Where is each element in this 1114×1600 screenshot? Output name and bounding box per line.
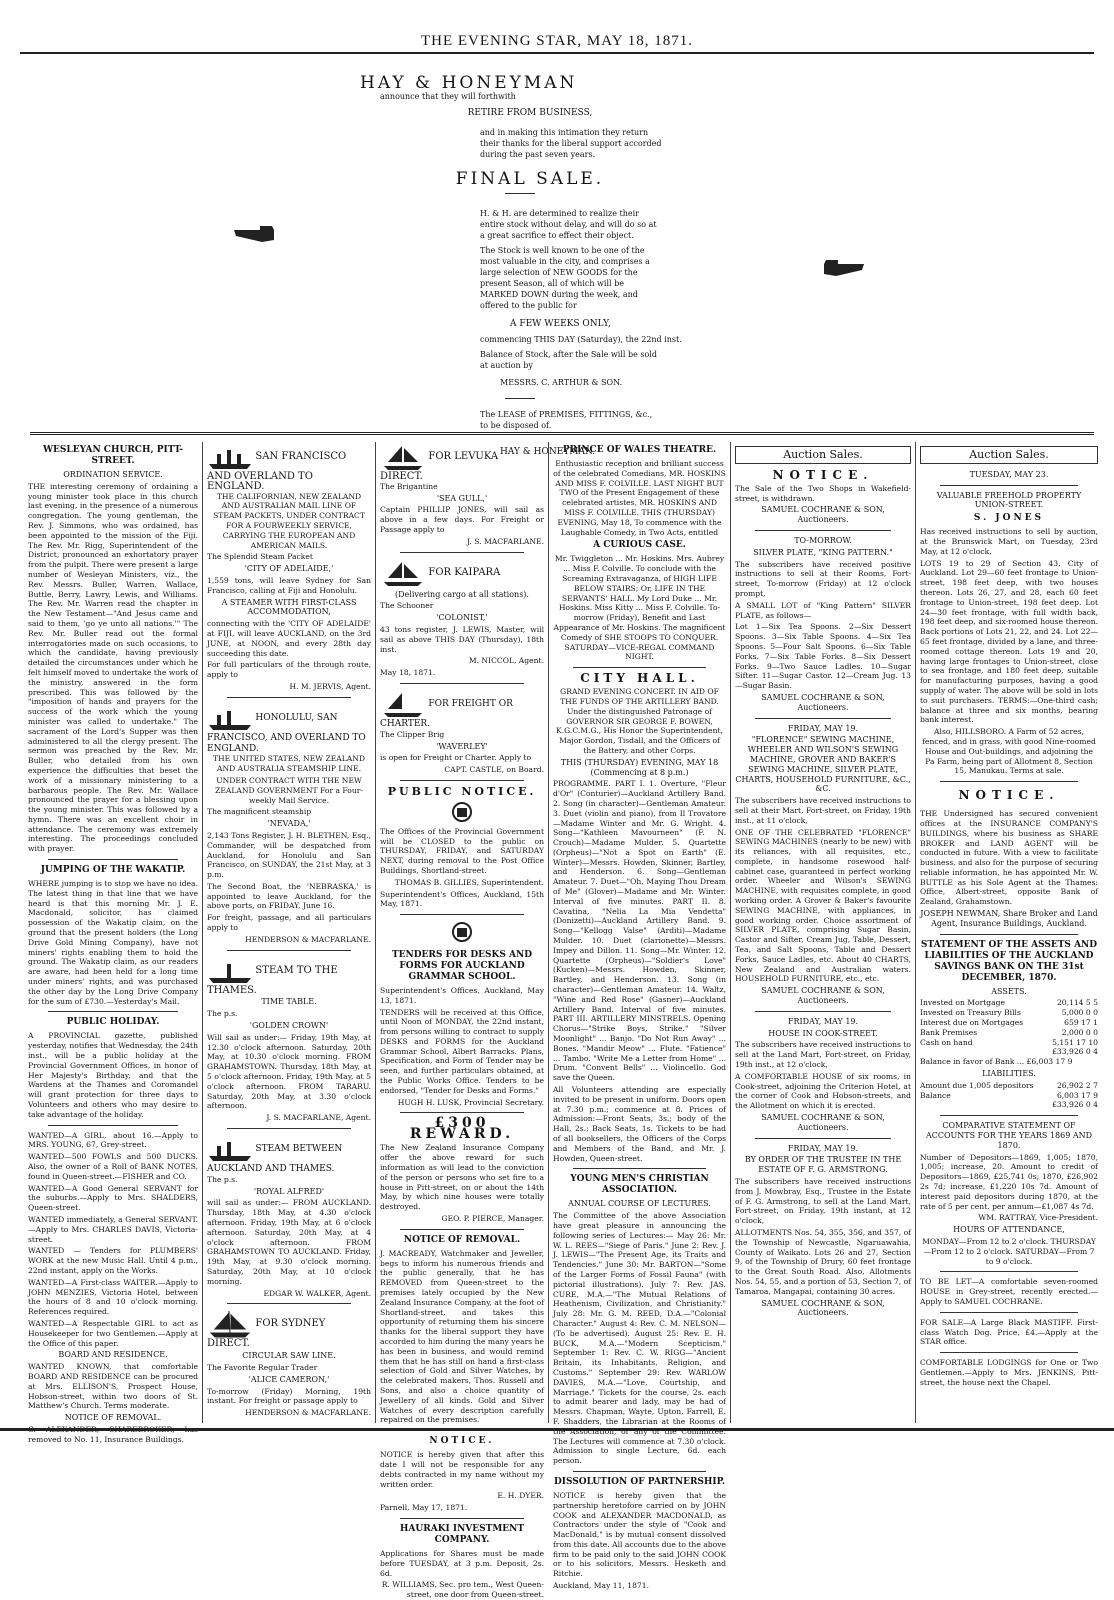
divider xyxy=(48,1011,178,1012)
divider xyxy=(227,1128,351,1129)
divider xyxy=(400,1112,524,1113)
notice-signature: E. H. DYER. xyxy=(497,1491,544,1501)
divider xyxy=(505,398,535,399)
ad-title: SAN FRANCISCO AND OVERLAND TO ENGLAND. xyxy=(207,451,347,492)
masthead-title: THE EVENING STAR, MAY 18, 1871. xyxy=(420,33,694,49)
theatre-body: Enthusiastic reception and brilliant success of the celebrated Comedians, MR. HOSKINS AND MISS F. COLVILLE. LAST NIGHT BUT TWO of the Present Engagement of these celebrated artistes, MR. HOSKINS AND MISS F. COLVILLE. THIS (THURSDAY) EVENING, May 18, To commence with the Laughable Comedy, in Two Acts, entitled xyxy=(553,459,726,537)
ship-name: 'COLONIST,' xyxy=(436,613,488,623)
column-5 xyxy=(735,442,911,1423)
divider xyxy=(400,914,524,915)
article-heading: BOARD AND RESIDENCE. xyxy=(58,1350,168,1360)
classified-ad: TO BE LET—A comfortable seven-roomed HOUSE in Grey-street, recently erected.—Apply to SAMUEL COCHRANE. xyxy=(920,1277,1098,1306)
statement-signature: WM. RATTRAY, Vice-President. xyxy=(978,1213,1098,1223)
sale-body: The subscribers have received instructions to sell at their Mart, Fort-street, on Friday, 19th inst., at 11 o'clock, xyxy=(735,796,911,825)
notice-body: NOTICE is hereby given that after this date I will not be responsible for any debts contracted in my name without my written order. xyxy=(380,1450,544,1489)
notice-signature: THOMAS B. GILLIES, Superintendent. xyxy=(394,877,544,887)
sailing-ship-icon xyxy=(207,1309,253,1339)
notice-signature: GEO. P. PIERCE, Manager. xyxy=(441,1214,544,1224)
notice-body: The Offices of the Provincial Government will be CLOSED to the public on THURSDAY, FRIDAY, and SATURDAY NEXT, during removal to the Post Office Buildings, Shortland-street. xyxy=(380,826,544,875)
concert-body: All Volunteers attending are especially invited to be present in uniform. Doors open at 7.30 p.m.; commence at 8. Prices of Admission:—Front Seats, 3s.; body of the Hall, 2s.; Back Seats, 1s. Tickets to be had of all booksellers, the Officers of the Corps and Members of the Band, and Mr. J. Howden, Queen-street. xyxy=(553,1085,726,1163)
statement-body: Number of Depositors—1869, 1,005; 1870, 1,005; increase, 20. Amount to credit of Depositors—1869, £25,741 0s; 1870, £26,902 2s 7d; increase, £1,220 10s 7d. Amount of interest paid depositors during 1870, at the rate of 5 per cent. per annum—£1,087 4s 7d. xyxy=(920,1152,1098,1211)
few-weeks-heading: A FEW WEEKS ONLY, xyxy=(510,319,611,329)
ad-signature: J. S. MACFARLANE, Agent. xyxy=(266,1113,371,1123)
sale-body: ALLOTMENTS Nos. 54, 355, 356, and 357, of the Township of Newcastle, Ngaruawahia, County of Waikato. Lots 26 and 27, Section 9, of the Township of Drury, 60 feet frontage to the Great South Road. Also, Allotments Nos. 54, 55, and a portion of 53, Section 7, of Tamaroa, Mangapai, containing 30 acres. xyxy=(735,1227,911,1296)
divider xyxy=(227,1303,351,1304)
column-3 xyxy=(380,442,544,1600)
divider xyxy=(400,683,524,684)
ad-signature: M. NICCOL, Agent. xyxy=(468,656,544,666)
final-sale-heading: FINAL SALE. xyxy=(455,169,605,189)
ad-body: To-morrow (Friday) Morning, 19th instant. For freight or passage apply to xyxy=(207,1386,371,1406)
notice-date: Parnell, May 17, 1871. xyxy=(380,1503,468,1513)
ship-name: 'NEVADA,' xyxy=(267,819,311,829)
classified-ad: WANTED—500 FOWLS and 500 DUCKS. Also, the owner of a Roll of BANK NOTES, found in Queen-street.—FISHER and CO. xyxy=(28,1152,198,1181)
ad-body: A STEAMER WITH FIRST-CLASS ACCOMMODATION, xyxy=(221,597,357,617)
ad-line: announce that they will forthwith xyxy=(380,92,516,101)
notice-heading: NOTICE. xyxy=(958,788,1060,803)
notice-body: The New Zealand Insurance Company offer the above reward for such information as will lead to the conviction of the person or persons who set fire to a house in Pitt-street, on or about the 14th May, by which nine houses were totally destroyed. xyxy=(380,1143,544,1212)
ad-title: STEAM TO THE THAMES. xyxy=(207,964,338,996)
table-row: Invested on Mortgage 20,114 5 5 xyxy=(920,998,1098,1008)
crest-icon xyxy=(380,800,544,827)
sailing-ship-icon xyxy=(380,689,426,719)
section-rule xyxy=(30,432,1094,435)
sale-body: ONE OF THE CELEBRATED "FLORENCE" SEWING MACHINES (nearly to be new) with its reliances, with all requisites, etc., complete, in handsome rosewood half-cabinet case, guaranteed in perfect working order. Wheeler and Wilson's SEWING MACHINE, with requisites complete, in good working order. A Grover & Baker's favourite SEWING MACHINE, with appliances, in good working order. Choice assortment of SILVER PLATE, comprising Sugar Basin, Castor and Sifter, Cream Jug, Table, Dessert, Tea, and Salt Spoons, Table and Dessert Forks, Sauce Ladles, etc. About 40 CHARTS, New Zealand and Australian waters. HOUSEHOLD FURNITURE, etc., etc. xyxy=(735,827,911,984)
divider xyxy=(940,1115,1078,1116)
sale-body: The subscribers have received positive instructions to sell at their Rooms, Fort-street, To-morrow (Friday) at 12 o'clock prompt, xyxy=(735,559,911,598)
ad-title: FOR FREIGHT OR CHARTER. xyxy=(380,698,513,729)
notice-body: Applications for Shares must be made before TUESDAY, at 3 p.m. Deposit, 2s. 6d. xyxy=(380,1548,544,1578)
table-row: £33,926 0 4 xyxy=(1052,1047,1098,1057)
ship-name: 'ALICE CAMERON,' xyxy=(248,1374,330,1384)
sale-body: Has received instructions to sell by auction, at the Brunswick Mart, on Tuesday, 23rd May, at 12 o'clock, xyxy=(920,527,1098,556)
ad-paragraph: The LEASE of PREMISES, FITTINGS, &c., to be disposed of. xyxy=(480,410,653,430)
theatre-body: Mr. Twiggleton ... Mr. Hoskins. Mrs. Aubrey ... Miss F. Colville. To conclude with the Screaming Extravaganza, of HIGH LIFE BELOW STAIRS; Or, LIFE IN THE SERVANTS' HALL. My Lord Duke ... Mr. Hoskins. Miss Kitty ... Miss F. Colville. To-morrow (Friday), Benefit and Last Appearance of Mr. Hoskins. The magnificent Comedy of SHE STOOPS TO CONQUER. SATURDAY—VICE-REGAL COMMAND NIGHT. xyxy=(553,554,726,662)
sale-body: A SMALL LOT of "King Pattern" SILVER PLATE, as follows— xyxy=(735,600,911,620)
ad-signature: CAPT. CASTLE, on Board. xyxy=(444,765,544,775)
ad-body: 2,143 Tons Register, J. H. BLETHEN, Esq., Commander, will be despatched from Auckland, for Honolulu and San Francisco, on SUNDAY, the 21st May, at 3 p.m. xyxy=(207,830,371,880)
column-rule xyxy=(548,442,549,1423)
auctioneer-signature: SAMUEL COCHRANE & SON, Auctioneers. xyxy=(761,505,885,525)
sale-date: TUESDAY, MAY 23. xyxy=(969,469,1049,479)
ship-name: 'ROYAL ALFRED' xyxy=(253,1186,325,1196)
ad-body: The Brigantine xyxy=(380,481,438,491)
ad-body: UNDER CONTRACT WITH THE NEW ZEALAND GOVERNMENT For a Four-weekly Mail Service. xyxy=(215,775,363,805)
classified-ad: WANTED—A Respectable GIRL to act as Housekeeper for two Gentlemen.—Apply at the Office of this paper. xyxy=(28,1318,198,1348)
notice-signature: R. WILLIAMS, Sec. pro tem., West Queen-street, one door from Queen-street. xyxy=(381,1580,544,1600)
ad-signature: J. S. MACFARLANE. xyxy=(466,536,544,546)
notice-body: J. MACREADY, Watchmaker and Jeweller, begs to inform his numerous friends and the public generally, that he has REMOVED from Queen-street to the premises lately occupied by the New Zealand Insurance Company, at the foot of Shortland-street, and takes this opportunity of returning them his sincere thanks for the liberal support they have accorded to him during the many years he has been in business, and would remind them that he has still on hand a first-class selection of Gold and Silver Watches, by the celebrated makers, Thos. Russell and Sons, and also a choice quantity of Jewellery of all kinds. Gold and Silver Watches of every description carefully repaired on the premises. xyxy=(380,1248,544,1425)
ad-body: is open for Freight or Charter. Apply to xyxy=(380,753,532,763)
masthead-rule xyxy=(20,52,1094,54)
sale-heading: VALUABLE FREEHOLD PROPERTY UNION-STREET. xyxy=(936,490,1082,510)
divider xyxy=(940,781,1078,782)
auctioneer-signature: SAMUEL COCHRANE & SON, Auctioneers. xyxy=(761,1113,885,1132)
ad-title: STEAM BETWEEN AUCKLAND AND THAMES. xyxy=(207,1144,343,1175)
divider xyxy=(48,859,178,860)
ad-paragraph: Balance of Stock, after the Sale will be sold at auction by xyxy=(480,350,657,370)
concert-body: GRAND EVENING CONCERT. IN AID OF THE FUNDS OF THE ARTILLERY BAND. Under the distinguished Patronage of GOVERNOR SIR GEORGE F. BOWEN, K.G.C.M.G., His Honor the Superintendent, Major Gordon, Tisdall, and the Officers of the Battery, and other Corps. xyxy=(556,687,723,755)
classified-ad: WANTED — Tenders for PLUMBERS' WORK at the new Music Hall. Until 4 p.m., 22nd instant, apply on the Works. xyxy=(28,1246,198,1275)
notice-heading: NOTICE. xyxy=(429,1436,495,1447)
masthead xyxy=(20,30,1094,54)
divider xyxy=(940,1312,1078,1313)
notice-body: The Sale of the Two Shops in Wakefield-street, is withdrawn. xyxy=(735,483,911,503)
ad-signature: EDGAR W. WALKER, Agent. xyxy=(263,1288,371,1298)
divider xyxy=(573,1471,706,1472)
ad-title: FOR SYDNEY DIRECT. xyxy=(207,1318,326,1350)
steamship-icon xyxy=(207,703,253,733)
ad-date: May 18, 1871. xyxy=(380,668,436,678)
sale-body: The subscribers have received instructions to sell at the Land Mart, Fort-street, on Friday, 19th inst., at 12 o'clock, xyxy=(735,1040,911,1070)
article-heading: JUMPING OF THE WAKATIP. xyxy=(40,865,186,876)
statement-heading: COMPARATIVE STATEMENT OF ACCOUNTS FOR THE YEARS 1869 AND 1870. xyxy=(925,1121,1093,1150)
auctioneer-signature: SAMUEL COCHRANE & SON, Auctioneers. xyxy=(761,986,885,1006)
column-rule xyxy=(375,442,376,1423)
column-1 xyxy=(28,442,198,1444)
classified-ad: WANTED—A First-class WAITER.—Apply to JOHN MENZIES, Victoria Hotel, between the hours of 8 and 10 o'clock morning. References required. xyxy=(28,1277,198,1317)
concert-heading: CITY HALL. xyxy=(580,671,699,686)
divider xyxy=(505,193,535,194)
ad-title: HONOLULU, SAN FRANCISCO, AND OVERLAND TO ENGLAND. xyxy=(207,712,366,754)
firm-name: HAY & HONEYMAN xyxy=(360,73,578,93)
notice-heading: PUBLIC NOTICE. xyxy=(387,784,537,798)
notice-signature: JOSEPH NEWMAN, Share Broker and Land Agent, Insurance Buildings, Auckland. xyxy=(920,909,1098,928)
divider xyxy=(48,1125,178,1126)
ad-paragraph: H. & H. are determined to realize their entire stock without delay, and will do so at a great sacrifice to effect their object. xyxy=(480,209,657,240)
divider xyxy=(940,1271,1078,1272)
theatre-heading: PRINCE OF WALES THEATRE. xyxy=(562,445,717,455)
retire-heading: RETIRE FROM BUSINESS, xyxy=(467,108,593,118)
divider xyxy=(940,934,1078,935)
classified-ad: WANTED—A GIRL, about 16.—Apply to MRS. YOUNG, 67, Grey-street. xyxy=(28,1130,198,1150)
pointing-hand-icon xyxy=(232,222,276,246)
sale-body: A COMFORTABLE HOUSE of six rooms, in Cook-street, adjoining the Criterion Hotel, at the corner of Cook and Hobson-streets, and the Allotment on which it is erected. xyxy=(735,1071,911,1111)
ad-body: The magnificent steamship xyxy=(207,807,312,817)
table-row: £33,926 0 4 xyxy=(1052,1100,1098,1110)
column-rule xyxy=(202,442,203,1423)
play-title: A CURIOUS CASE. xyxy=(593,540,686,551)
ad-signature: HAY & HONEYMAN. xyxy=(500,447,596,457)
crest-icon xyxy=(380,920,544,947)
notice-heading: NOTICE OF REMOVAL. xyxy=(403,1234,521,1245)
ad-body: The Second Boat, the 'NEBRASKA,' is appointed to leave Auckland, for the above ports, on FRIDAY, June 16. xyxy=(207,881,371,911)
article-body: A PROVINCIAL gazette, published yesterday, notifies that Wednesday, the 24th inst., will be a public holiday at the Provincial Government Offices, in honor of Her Majesty's Birthday, and that the Wardens at the Thames and Coromandel will grant protection for three days to Volunteers and others who may desire to take advantage of the holiday. xyxy=(28,1031,198,1119)
sale-heading: HOUSE IN COOK-STREET. xyxy=(768,1028,878,1038)
section-heading: Auction Sales. xyxy=(735,446,911,464)
ad-body: The Schooner xyxy=(380,601,434,611)
sailing-ship-icon xyxy=(380,442,426,472)
ad-body: 1,559 tons, will leave Sydney for San Francisco, calling at Fiji and Honolulu. xyxy=(207,575,371,595)
ad-signature: H. M. JERVIS, Agent. xyxy=(289,681,371,691)
divider xyxy=(755,718,891,719)
hay-honeyman-ad xyxy=(360,73,760,458)
auctioneer-name: MESSRS. C. ARTHUR & SON. xyxy=(500,378,623,387)
liabilities-table xyxy=(920,1081,1098,1110)
table-row: Bank Premises 2,000 0 0 xyxy=(920,1027,1098,1037)
divider xyxy=(755,530,891,531)
reward-heading: £300 REWARD. xyxy=(409,1115,515,1143)
hours-heading: HOURS OF ATTENDANCE, xyxy=(953,1225,1065,1235)
ad-signature: HENDERSON & MACFARLANE. xyxy=(245,1408,371,1418)
notice-body: TENDERS will be received at this Office, until Noon of MONDAY, the 22nd instant, from persons willing to contract to supply DESKS and FORMS for the Auckland Grammar School, Albert Barracks. Plans, Specification, and Form of Tender may be seen, and further particulars obtained, at the Public Works Office. Tenders to be endorsed, "Tender for Desks and Forms." xyxy=(380,1007,544,1095)
article-body: THE interesting ceremony of ordaining a young minister took place in this church last evening, in the presence of a numerous congregation. The young gentleman, the Rev. J. Simmons, who was ordained, has been appointed to the mission of the Fiji. The Rev. Mr. Rigg, Superintendent of the District, pronounced an exhortatory prayer from the pulpit. There were present a large number of Wesleyan Ministers, viz., the Rev. Messrs. Buller, Warren, Wallace, Buttle, Berry, Lawry, Lewis, and Williams. The Rev. Mr. Warren read the chapter in the New Testament—"And Jesus came and said to them, 'go ye unto all nations.'" The Rev. Mr. Buller read out the formal interrogatories made on such occasions, to which the candidate, having previously detailed the circumstances under which he felt himself moved to undertake the work of the ministry, answered in the form prescribed. This was followed by the "imposition of hands and prayers for the success of the work which the young minister was called to undertake." The sacrament of the Lord's Supper was then administered to all the clergy present. The sermon was preached by the Rev. Mr. Buller, who detailed from his own experience the difficulties that beset the work of a missionary ministering to a barbarous people. The Rev. Mr. Wallace pronounced the prayer for a blessing upon the young minister. This was followed by a hymn. There was an excellent choir in attendance. The ceremony was extremely interesting. The proceedings concluded with prayer. xyxy=(28,481,198,854)
sale-body: LOTS 19 to 29 of Section 43, City of Auckland. Lot 29—60 feet frontage to Union-street, 198 feet deep, with two houses thereon. Lots 26, 27, and 28, each 60 feet frontage to Union-street, 198 feet deep. Lot 24—30 feet frontage, with full width back, 198 feet deep, and six-roomed house thereon. Back portions of Lots 21, 22, and 24. Lot 22—65 feet frontage, divided by a lane, and three-roomed cottage thereon. Lots 19 and 20, having large frontages to Union-street, close to sea frontage, and 180 feet deep, suitable for manufacturing purposes, having a good supply of water. The above will be sold in lots to suit purchasers. TERMS:—One-third cash; balance at three and six months, bearing bank interest. xyxy=(920,558,1098,725)
notice-body: THE Undersigned has secured convenient offices at the INSURANCE COMPANY'S BUILDINGS, where his business as SHARE BROKER and LAND AGENT will be conducted in future. With a view to facilitate business, and also for the purpose of securing reliable information, he has appointed Mr. W. BUTTLE as his Sole Agent at the Thames: Office, Albert-street, opposite Bank of Zealand, Grahamstown. xyxy=(920,809,1098,907)
notice-heading: NOTICE. xyxy=(772,467,874,482)
ad-title: FOR LEVUKA DIRECT. xyxy=(380,451,499,482)
sailing-ship-icon xyxy=(380,558,426,588)
steamship-icon xyxy=(207,442,253,472)
divider xyxy=(227,697,351,698)
classified-ad: WANTED KNOWN, that comfortable BOARD AND RESIDENCE can be procured at Mrs. ELLISON'S, Prospect House, Hobson-street, within two doors of St. Matthew's Church. Terms moderate. xyxy=(28,1362,198,1411)
ad-body: The Splendid Steam Packet xyxy=(207,552,313,562)
association-subheading: ANNUAL COURSE OF LECTURES. xyxy=(568,1199,711,1209)
ad-body: Captain PHILLIP JONES, will sail as above in a few days. For Freight or Passage apply to xyxy=(380,505,544,534)
article-subheading: ORDINATION SERVICE. xyxy=(63,470,163,479)
ship-name: 'CITY OF ADELAIDE,' xyxy=(244,564,334,574)
article-body: WHERE jumping is to stop we have no idea. The latest thing in that line that we have heard is that this morning Mr. J. E. Macdonald, solicitor, has claimed possession of the Wakatip claim, on the ground that the present holders (the Long Drive Gold Mining Company), have not miners' rights enabling them to hold the ground. The Wakatip claim, as our readers are aware, had been held for a long time under miners' rights, and was purchased the other day by the Long Drive Company for the sum of £730.—Yesterday's Mail. xyxy=(28,879,198,1006)
sale-heading: SILVER PLATE, "KING PATTERN." xyxy=(753,547,893,557)
notice-date: Auckland, May 11, 1871. xyxy=(553,1581,650,1591)
notice-body: NOTICE is hereby given that the partnership heretofore carried on by JOHN COOK and ALEXANDER MACDONALD, as Contractors under the style of "Cook and MacDonald," is by mutual consent dissolved from this date. All accounts due to the above firm to be paid only to the said JOHN COOK or to his solicitors, Messrs. Hesketh and Ritchie. xyxy=(553,1490,726,1579)
ad-paragraph: and in making this intimation they return their thanks for the liberal support accorded during the past seven years. xyxy=(480,128,662,159)
table-row: Invested on Treasury Bills 5,000 0 0 xyxy=(920,1008,1098,1018)
ad-subtitle: CIRCULAR SAW LINE. xyxy=(242,1351,336,1361)
concert-programme: PROGRAMME. PART I. 1. Overture, "Fleur d'Or" (Conturier)—Auckland Artillery Band. 2. Song (in character)—Gentleman Amateur. 3. Duet (violin and piano), from Il Trovatore—Madame Winter and Mr. G. Wright. 4. Song—"Kathleen Mavourneen" (F. N. Crouch)—Madame Mulder. 5. Quartette (Orpheus)—"Not a Spot on Earth" (E. Winter)—Messrs. Howden, Skinner, Bartley, and Henderson. 6. Song—Gentleman Amateur. 7. Duet—"Oh, Maying Thou Dream of Me" (Glover)—Madame and Mr. Winter. Interval of five minutes. PART II. 8. Cavatina, "Nelia La Mia Vendetta" (Donizetti)—Auckland Artillery Band. 9. Song—"Kellogg Valse" (Arditi)—Madame Mulder. 10. Duet (clarionette)—Messrs. Impey and Dillon. 11. Song—Mr. Winter. 12. Quartette (Orpheus)—"Soldier's Love" (Kucken)—Messrs. Howden, Skinner, Bartley, and Henderson. 13. Song (in character)—Gentleman Amateur. 14. Waltz, "Wine and Red Rose" (Gasner)—Auckland Artillery Band. Interval of five minutes. PART III. ARTILLERY MINSTRELS. Opening Chorus—"Strike Boys, Strike." "Silver Moonlight" ... Banjo. "Do Not Run Away" ... Bones. "Mandir Meow" ... Flute. "Fatience" ... Tambo. "Write Me a Letter from Home" ... Drum. "Convent Bells" ... Violincello. God save the Queen. xyxy=(553,779,726,1083)
ad-body: Will sail as under:— Friday, 19th May, at 12.30 o'clock afternoon. Saturday, 20th May, at 10.30 o'clock morning. FROM GRAHAMSTOWN. Thursday, 18th May, at 5 o'clock afternoon. Friday, 19th May, at 5 o'clock afternoon. FROM TARARU. Saturday, 20th May, at 3.30 o'clock afternoon. xyxy=(207,1032,371,1111)
notice-body: Superintendent's Offices, Auckland, May 13, 1871. xyxy=(380,985,544,1005)
ad-body: THE UNITED STATES, NEW ZEALAND AND AUSTRALIA STEAMSHIP LINE. xyxy=(212,754,366,774)
association-body: The Committee of the above Association have great pleasure in announcing the following series of Lectures:— May 26: Mr. W. L. REES—"Siege of Paris." June 2: Rev. J. J. LEWIS—"The Present Age, its Traits and Tendencies." June 30: Mr. BARTON—"Some of the Larger Forms of Fossil Fauna" (with pictorial illustrations). July 7: Rev. JAS. CURE, M.A.—"The Mutual Relations of Heathenism, Civilization, and Christianity." July 28: Mr. G. M. REED, D.A.—"Colonial Character." August 4: Rev. C. M. NELSON—(To be advertised). August 25: Rev. E. H. BUCK, M.A.—"Modern Scepticism." September 1: Rev. C. W. RIGG—"Ancient Britain, its Inhabitants, Religion, and Customs." September 29: Rev. WARLOW DAVIES, M.A.—"Love, Courtship, and Marriage." Tickets for the course, 2s. each to admit bearer and lady, may be had of Messrs. Chapman, Wayte, Upton, Farrell, E. F. Shadders, the Librarian at the Rooms of the Association, or any of the Committee. The Lectures will commence at 7.30 o'clock. Admission to single Lecture, 6d. each person. xyxy=(553,1211,726,1466)
article-heading: PUBLIC HOLIDAY. xyxy=(66,1017,160,1028)
ad-body: For full particulars of the through route, apply to xyxy=(207,660,371,680)
notice-date: Superintendent's Offices, Auckland, 15th May, 1871. xyxy=(380,889,544,909)
ad-subtitle: TIME TABLE. xyxy=(261,997,317,1007)
classified-ad: WANTED immediately, a General SERVANT.—Apply to Mrs. CHARLES DAVIS, Victoria-street. xyxy=(28,1214,198,1244)
divider xyxy=(755,1011,891,1012)
table-row: Interest due on Mortgages 659 17 1 xyxy=(920,1018,1098,1028)
column-6 xyxy=(920,442,1098,1423)
ad-body: The Clipper Brig xyxy=(380,729,445,739)
table-row: Cash on hand 5,151 17 10 xyxy=(920,1037,1098,1047)
table-heading: ASSETS. xyxy=(991,986,1027,996)
classified-ad: FOR SALE—A Large Black MASTIFF. First-class Watch Dog. Price, £4.—Apply at the STAR office. xyxy=(920,1317,1098,1347)
column-rule xyxy=(730,442,731,1423)
divider xyxy=(400,552,524,553)
page-bottom-rule xyxy=(0,1428,1114,1431)
statement-body: Balance in favor of Bank ... £6,003 17 9 xyxy=(920,1057,1073,1067)
auctioneer-signature: SAMUEL COCHRANE & SON, Auctioneers. xyxy=(761,692,885,712)
ad-paragraph: commencing THIS DAY (Saturday), the 22nd inst. xyxy=(480,335,682,344)
ship-name: 'WAVERLEY' xyxy=(436,741,488,751)
ad-paragraph: The Stock is well known to be one of the most valuable in the city, and comprises a large selection of NEW GOODS for the present Season, all of which will be MARKED DOWN during the week, and offered to the public for xyxy=(480,246,650,310)
divider xyxy=(940,485,1078,486)
ad-body: The p.s. xyxy=(207,1174,238,1184)
ad-body: will sail as under:— FROM AUCKLAND. Thursday, 18th May, at 4.30 o'clock afternoon. Friday, 19th May, at 6 o'clock afternoon. Saturday, 20th May, at 4 o'clock afternoon. FROM GRAHAMSTOWN TO AUCKLAND. Friday, 19th May, at 9.30 o'clock morning. Saturday, 20th May, at 10 o'clock morning. xyxy=(207,1198,371,1286)
sale-date: TO-MORROW. xyxy=(794,535,852,545)
divider xyxy=(940,1352,1078,1353)
auctioneer-signature: SAMUEL COCHRANE & SON, Auctioneers. xyxy=(761,1298,885,1318)
steamship-icon xyxy=(207,956,253,986)
sale-list: Lot 1—Six Tea Spoons. 2—Six Dessert Spoons. 3—Six Table Spoons. 4—Six Tea Spoons. 5—Four Salt Spoons. 6—Six Table Forks. 7—Six Table Forks. 8—Six Dessert Forks. 9—Two Sauce Ladles. 10—Sugar Sifter. 11—Sugar Castor. 12—Cream Jug. 13—Sugar Basin. xyxy=(735,622,911,691)
divider xyxy=(573,667,706,668)
divider xyxy=(755,1138,891,1139)
column-4 xyxy=(553,442,726,1591)
ad-body: connecting with the 'CITY OF ADELAIDE' at FIJI, will leave AUCKLAND, on the 3rd JUNE, at NOON, and every 28th day succeeding this date. xyxy=(207,619,371,658)
sale-body: Also, HILLSBORO. A Farm of 52 acres, fenced, and in grass, with good Nine-roomed House and Out-buildings, and adjoining the Pa Farm, being part of Allotment 8, Section 15, Manukau. Terms at sale. xyxy=(922,727,1096,776)
divider xyxy=(227,950,351,951)
statement-heading: STATEMENT OF THE ASSETS AND LIABILITIES OF THE AUCKLAND SAVINGS BANK ON THE 31st DECEMBER, 1870. xyxy=(920,939,1098,983)
pointing-hand-icon xyxy=(822,256,866,280)
sale-body: The subscribers have received instructions from J. Mowbray, Esq., Trustee in the Estate of F. G. Armstrong, to sell at the Land Mart, Fort-street, on Friday, 19th instant, at 12 o'clock, xyxy=(735,1177,911,1226)
ad-body: The Favorite Regular Trader xyxy=(207,1362,318,1372)
ad-signature: HENDERSON & MACFARLANE. xyxy=(245,934,371,944)
article-heading: WESLEYAN CHURCH, PITT-STREET. xyxy=(42,445,184,466)
classified-ad: C. ALEXANDER, SHAREBROKER, has removed to No. 11, Insurance Buildings. xyxy=(28,1424,198,1444)
notice-heading: HAURAKI INVESTMENT COMPANY. xyxy=(399,1523,525,1545)
sale-date: FRIDAY, MAY 19. xyxy=(787,1016,859,1026)
divider xyxy=(400,1229,524,1230)
assets-table xyxy=(920,998,1098,1057)
ad-body: The p.s. xyxy=(207,1009,238,1019)
association-heading: YOUNG MEN'S CHRISTIAN ASSOCIATION. xyxy=(570,1174,709,1196)
ship-name: 'SEA GULL,' xyxy=(436,493,488,503)
divider xyxy=(573,1168,706,1169)
ad-title: FOR KAIPARA xyxy=(428,566,501,578)
divider xyxy=(400,780,524,781)
sale-heading: BY ORDER OF THE TRUSTEE IN THE ESTATE OF F. G. ARMSTRONG. xyxy=(744,1155,902,1175)
ad-subtitle: (Delivering cargo at all stations). xyxy=(395,589,529,599)
notice-heading: TENDERS FOR DESKS AND FORMS FOR AUCKLAND GRAMMAR SCHOOL. xyxy=(391,949,533,982)
article-heading: NOTICE OF REMOVAL. xyxy=(64,1413,162,1423)
column-2 xyxy=(207,442,371,1423)
table-row: Amount due 1,005 depositors 26,902 2 7 xyxy=(920,1080,1098,1090)
steamship-icon xyxy=(207,1134,253,1164)
divider xyxy=(400,1518,524,1519)
ship-name: 'GOLDEN CROWN' xyxy=(249,1021,329,1031)
column-rule xyxy=(915,442,916,1423)
sale-heading: "FLORENCE" SEWING MACHINE, WHEELER AND WILSON'S SEWING MACHINE, GROVER AND BAKER'S SEWING MACHINE, SILVER PLATE, CHARTS, HOUSEHOLD FURNITURE, &C., &C. xyxy=(735,735,911,794)
ad-body: For freight, passage, and all particulars apply to xyxy=(207,913,371,933)
classified-ad: COMFORTABLE LODGINGS for One or Two Gentlemen.—Apply to Mrs. JENKINS, Pitt-street, the house next the Chapel. xyxy=(920,1358,1098,1387)
sale-date: FRIDAY, MAY 19. xyxy=(787,1143,859,1153)
hours-body: MONDAY—From 12 to 2 o'clock. THURSDAY—From 12 to 2 o'clock. SATURDAY—From 7 to 9 o'clock. xyxy=(922,1237,1096,1266)
table-heading: LIABILITIES. xyxy=(982,1069,1036,1079)
section-heading: Auction Sales. xyxy=(920,446,1098,464)
concert-date: THIS (THURSDAY) EVENING, MAY 18 (Commencing at 8 p.m.) xyxy=(560,757,719,777)
ad-body: 43 tons register, J. LEWIS, Master, will sail as above THIS DAY (Thursday), 18th inst. xyxy=(380,624,544,654)
ad-body: THE CALIFORNIAN, NEW ZEALAND AND AUSTRALIAN MAIL LINE OF STEAM PACKETS, UNDER CONTRACT FOR A FOURWEEKLY SERVICE, CARRYING THE EUROPEAN AND AMERICAN MAILS. xyxy=(213,491,365,550)
classified-ad: WANTED—A Good General SERVANT for the suburbs.—Apply to Mrs. SHALDERS, Queen-street. xyxy=(28,1183,198,1213)
notice-heading: DISSOLUTION OF PARTNERSHIP. xyxy=(553,1476,726,1487)
sale-date: FRIDAY, MAY 19. xyxy=(787,723,859,733)
notice-signature: HUGH H. LUSK, Provincial Secretary. xyxy=(397,1097,544,1107)
table-row: Balance 6,003 17 9 xyxy=(920,1090,1098,1100)
auctioneer-name: S. JONES xyxy=(973,513,1045,524)
